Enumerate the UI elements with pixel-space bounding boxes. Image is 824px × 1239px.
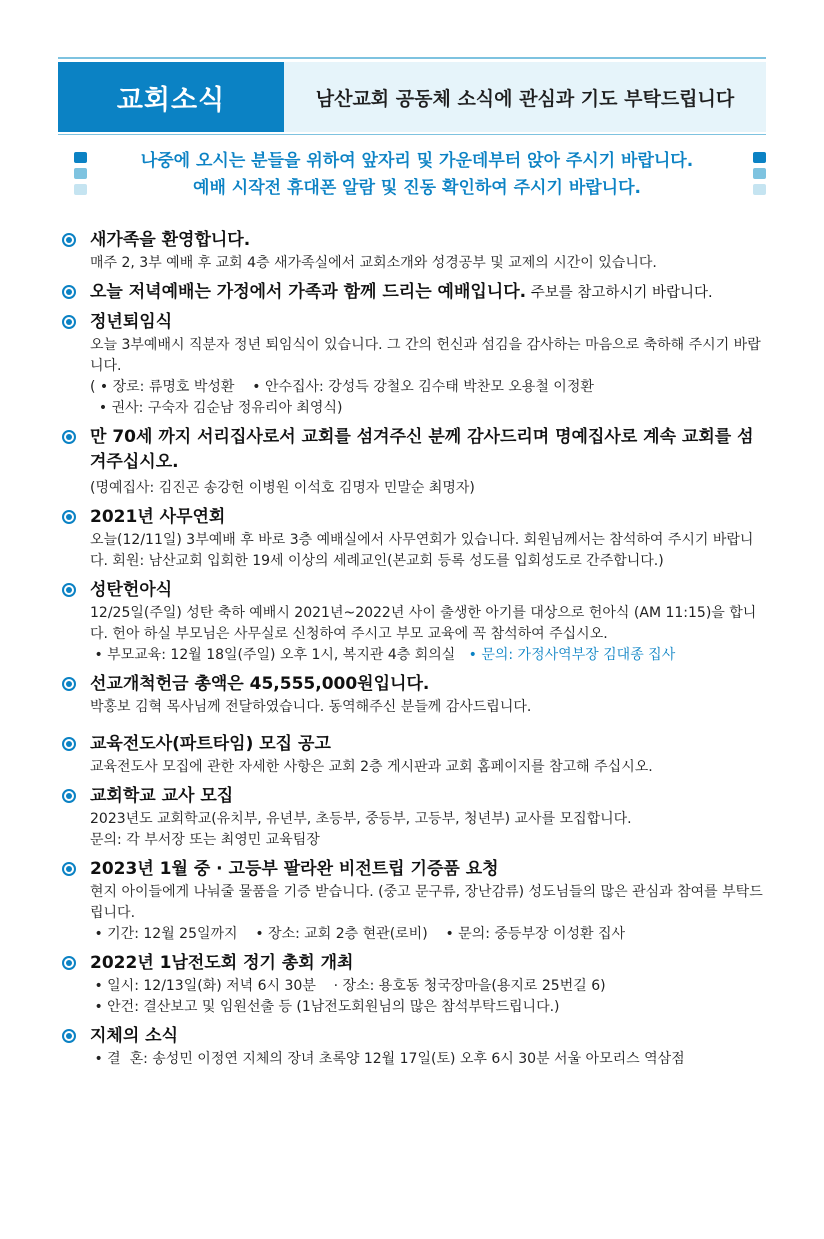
item-line: 12/25일(주일) 성탄 축하 예배시 2021년~2022년 사이 출생한 아기를 대상으로 헌아식 (AM 11:15)을 합니다. 헌아 하실 부모님은 사무실로 신청하여 주시고 부모 교육에 꼭 참석하여 주십시오. — [90, 605, 757, 642]
list-item — [62, 951, 766, 1018]
item-title: 교육전도사(파트타임) 모집 공고 — [90, 734, 331, 754]
item-title: 정년퇴임식 — [90, 312, 173, 332]
item-line: • 권사: 구숙자 김순남 정유리아 최영식) — [90, 400, 343, 416]
item-line: (명예집사: 김진곤 송강헌 이병원 이석호 김명자 민말순 최명자) — [90, 480, 475, 496]
news-list — [62, 228, 766, 1076]
item-line: 오늘 3부예배시 직분자 정년 퇴임식이 있습니다. 그 간의 헌신과 섬김을 감사하는 마음으로 축하해 주시기 바랍니다. — [90, 337, 761, 374]
decor-squares-right-icon — [753, 152, 766, 200]
bullet-icon — [62, 233, 76, 247]
bullet-icon — [62, 510, 76, 524]
list-item — [62, 1024, 766, 1070]
item-line: 현지 아이들에게 나눠줄 물품을 기증 받습니다. (중고 문구류, 장난감류) 성도님들의 많은 관심과 참여를 부탁드립니다. — [90, 884, 763, 921]
list-item — [62, 280, 766, 306]
decor-squares-left-icon — [74, 152, 87, 200]
contact-note: • 문의: 가정사역부장 김대종 집사 — [455, 647, 676, 663]
bullet-icon — [62, 862, 76, 876]
item-title: 오늘 저녁예배는 가정에서 가족과 함께 드리는 예배입니다. 주보를 참고하시기 바랍니다. — [90, 282, 713, 302]
item-line: 오늘(12/11일) 3부예배 후 바로 3층 예배실에서 사무연회가 있습니다. 회원님께서는 참석하여 주시기 바랍니다. 회원: 남산교회 입회한 19세 이상의 세례교인(본교회 등록 성도를 입회성도로 간주합니다.) — [90, 532, 754, 569]
top-rule — [58, 57, 766, 59]
bullet-icon — [62, 430, 76, 444]
contact-note: 문의: 각 부서장 또는 최영민 교육팀장 — [90, 832, 320, 848]
item-line: • 결 혼: 송성민 이정연 지체의 장녀 초록양 12월 17일(토) 오후 6시 30분 서울 아모리스 역삼점 — [90, 1051, 685, 1067]
bullet-icon — [62, 1029, 76, 1043]
section-subtitle: 남산교회 공동체 소식에 관심과 기도 부탁드립니다 — [284, 62, 766, 132]
list-item — [62, 425, 766, 499]
list-item — [62, 578, 766, 666]
bullet-icon — [62, 789, 76, 803]
notice-box — [58, 146, 766, 204]
list-item — [62, 228, 766, 274]
header-rule — [58, 134, 766, 135]
item-line: • 안건: 결산보고 및 임원선출 등 (1남전도회원님의 많은 참석부탁드립니다.) — [90, 999, 560, 1015]
item-line: ( • 장로: 류명호 박성환 • 안수집사: 강성득 강철오 김수태 박찬모 오용철 이정환 — [90, 379, 594, 395]
notice-line-1: 나중에 오시는 분들을 위하여 앞자리 및 가운데부터 앉아 주시기 바랍니다. — [140, 151, 694, 171]
item-title: 선교개척헌금 총액은 45,555,000원입니다. — [90, 674, 430, 694]
bullet-icon — [62, 583, 76, 597]
bullet-icon — [62, 677, 76, 691]
item-title: 2022년 1남전도회 정기 총회 개최 — [90, 953, 354, 973]
item-line: • 기간: 12월 25일까지 • 장소: 교회 2층 현관(로비) • 문의: 중등부장 이성환 집사 — [90, 926, 626, 942]
bullet-icon — [62, 315, 76, 329]
list-item — [62, 732, 766, 778]
item-line: 2023년도 교회학교(유치부, 유년부, 초등부, 중등부, 고등부, 청년부) 교사를 모집합니다. — [90, 811, 632, 827]
item-line: 교육전도사 모집에 관한 자세한 사항은 교회 2층 게시판과 교회 홈페이지를 참고해 주십시오. — [90, 759, 653, 775]
item-title: 2021년 사무연회 — [90, 507, 226, 527]
item-line: 박홍보 김혁 목사님께 전달하였습니다. 동역해주신 분들께 감사드립니다. — [90, 699, 532, 715]
list-item — [62, 505, 766, 572]
item-line: • 일시: 12/13일(화) 저녁 6시 30분 · 장소: 용호동 청국장마을(용지로 25번길 6) — [90, 978, 606, 994]
bullet-icon — [62, 737, 76, 751]
item-line: 매주 2, 3부 예배 후 교회 4층 새가족실에서 교회소개와 성경공부 및 교제의 시간이 있습니다. — [90, 255, 657, 271]
list-item — [62, 784, 766, 851]
list-item — [62, 672, 766, 718]
bullet-icon — [62, 956, 76, 970]
item-title: 만 70세 까지 서리집사로서 교회를 섬겨주신 분께 감사드리며 명예집사로 계속 교회를 섬겨주십시오. — [90, 427, 754, 472]
item-line: • 부모교육: 12월 18일(주일) 오후 1시, 복지관 4층 회의실 • 문의: 가정사역부장 김대종 집사 — [90, 647, 676, 663]
list-item — [62, 857, 766, 945]
list-item — [62, 310, 766, 419]
item-title: 교회학교 교사 모집 — [90, 786, 234, 806]
section-tag: 교회소식 — [58, 62, 284, 132]
bullet-icon — [62, 285, 76, 299]
notice-line-2: 예배 시작전 휴대폰 알람 및 진동 확인하여 주시기 바랍니다. — [193, 178, 641, 198]
section-header — [58, 62, 766, 132]
item-title: 지체의 소식 — [90, 1026, 179, 1046]
item-title: 새가족을 환영합니다. — [90, 230, 251, 250]
item-note: 주보를 참고하시기 바랍니다. — [526, 285, 713, 301]
item-title: 성탄헌아식 — [90, 580, 173, 600]
notice-text — [98, 148, 736, 202]
item-title: 2023년 1월 중 · 고등부 팔라완 비전트립 기증품 요청 — [90, 859, 499, 879]
